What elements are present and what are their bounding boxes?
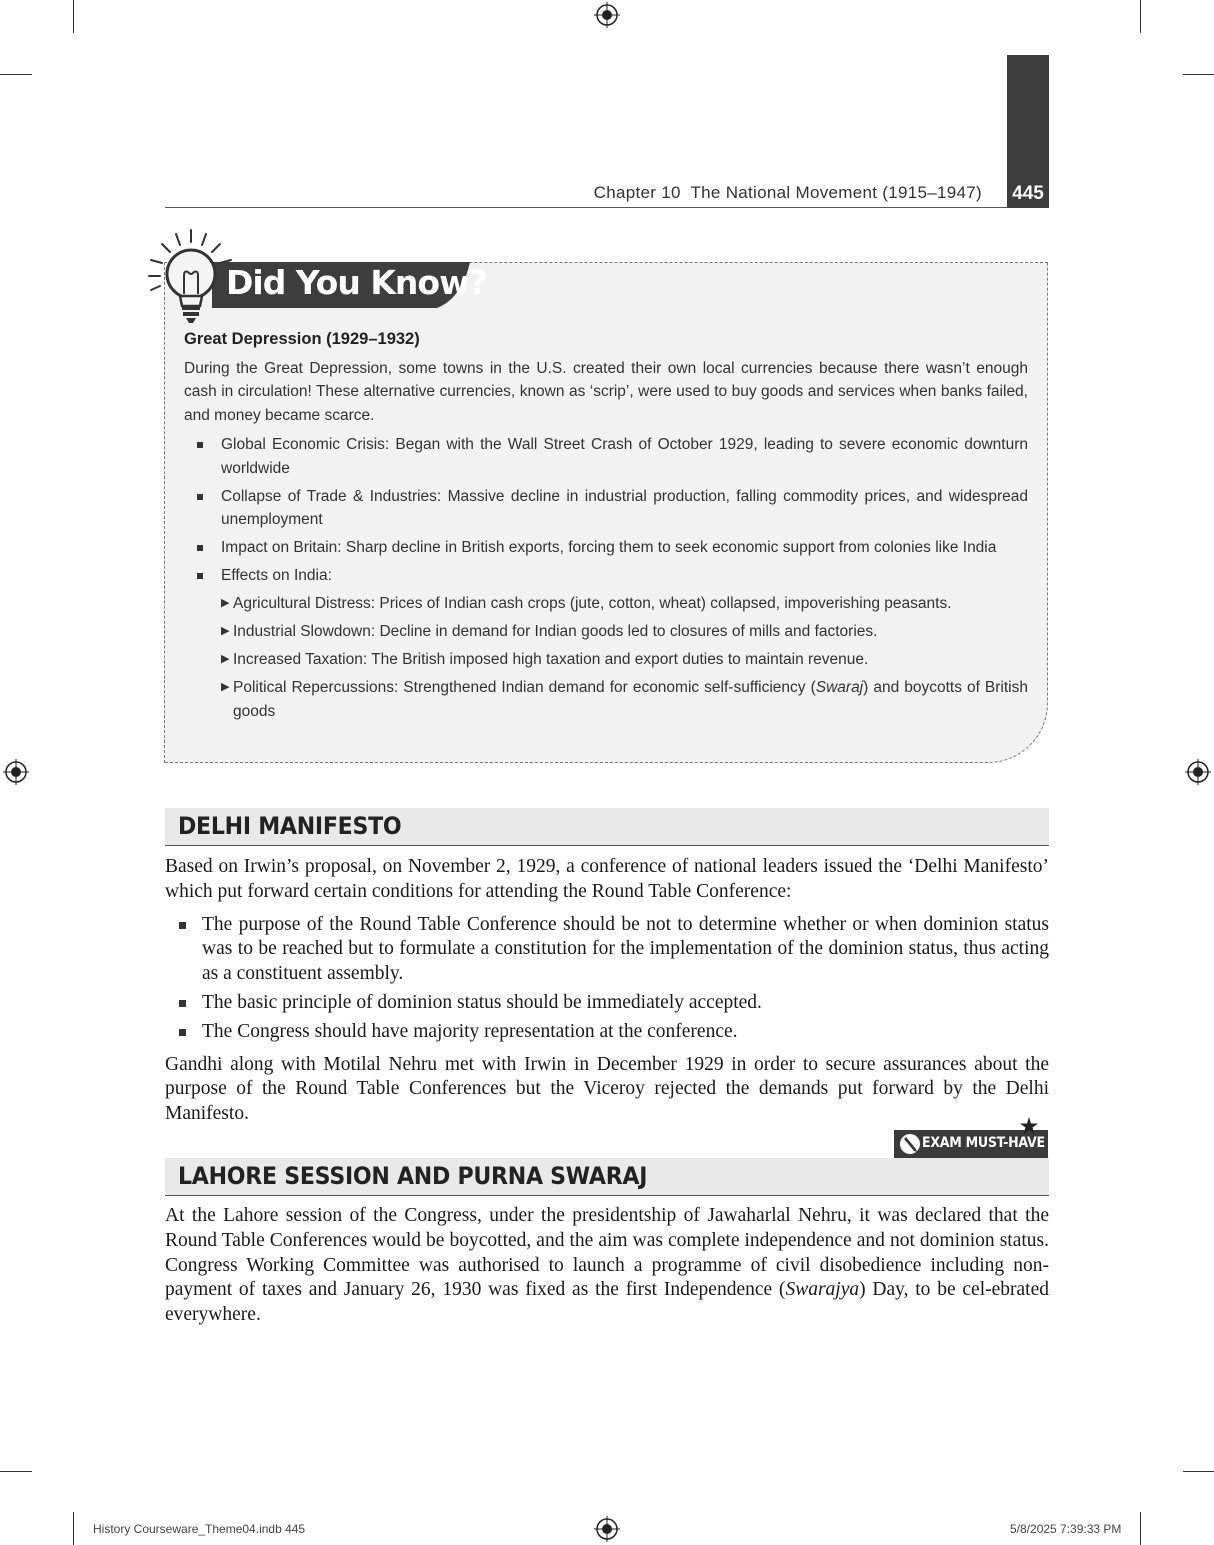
effects-sub-list bbox=[184, 592, 1028, 723]
list-item bbox=[184, 564, 1028, 588]
header-rule bbox=[165, 207, 1007, 208]
list-item-label: Effects on India: bbox=[221, 567, 332, 584]
list-item: Collapse of Trade & Industries: Massive decline in industrial production, falling commodity prices, and widespread unemployment bbox=[184, 485, 1028, 532]
registration-mark-icon bbox=[1185, 759, 1211, 785]
triangle-bullet-icon: ▶ bbox=[221, 625, 230, 637]
list-item: Impact on Britain: Sharp decline in British exports, forcing them to seek economic support from colonies like India bbox=[184, 536, 1028, 560]
lahore-paragraph bbox=[165, 1204, 1049, 1328]
did-you-know-intro: During the Great Depression, some towns in the U.S. created their own local currencies because there wasn’t enough cash in circulation! These alternative currencies, known as ‘scrip’, were used to buy goods and services when banks failed, and money became scarce. bbox=[184, 359, 1028, 424]
list-item: The basic principle of dominion status should be immediately accepted. bbox=[165, 991, 1049, 1016]
sub-list-item bbox=[184, 648, 1028, 672]
sub-list-text: ) and boycotts of British goods bbox=[233, 679, 1028, 720]
sub-list-text: Agricultural Distress: Prices of Indian cash crops (jute, cotton, wheat) collapsed, impoverishing peasants. bbox=[233, 595, 952, 612]
triangle-bullet-icon: ▶ bbox=[221, 681, 230, 693]
crop-mark bbox=[0, 74, 32, 75]
sub-list-item bbox=[184, 592, 1028, 616]
lightbulb-icon bbox=[146, 226, 236, 326]
crop-mark bbox=[73, 1512, 74, 1545]
sub-list-item bbox=[184, 620, 1028, 644]
sub-list-italic: Swaraj bbox=[815, 679, 864, 696]
delhi-closing: Gandhi along with Motilal Nehru met with Irwin in December 1929 in order to secure assurances about the purpose of the Round Table Conferences but the Viceroy rejected the demands put forward by the Delhi Manifesto. bbox=[165, 1053, 1049, 1125]
list-item: Global Economic Crisis: Began with the Wall Street Crash of October 1929, leading to severe economic downturn worldwide bbox=[184, 433, 1028, 480]
running-head: Chapter 10 The National Movement (1915–1947) bbox=[593, 183, 982, 202]
triangle-bullet-icon: ▶ bbox=[221, 597, 230, 609]
section-title-lahore: LAHORE SESSION AND PURNA SWARAJ bbox=[178, 1162, 648, 1190]
crop-mark bbox=[1183, 1471, 1214, 1472]
section-title-delhi: DELHI MANIFESTO bbox=[178, 812, 402, 840]
star-icon bbox=[1020, 1117, 1038, 1135]
registration-mark-icon bbox=[3, 759, 29, 785]
delhi-conditions-list bbox=[165, 913, 1049, 1045]
did-you-know-list bbox=[184, 433, 1028, 588]
crop-mark bbox=[73, 0, 74, 33]
sub-list-text: Political Repercussions: Strengthened Indian demand for economic self-sufficiency ( bbox=[233, 679, 816, 696]
lahore-text: At the Lahore session of the Congress, under the presidentship of Jawaharlal Nehru, it was declared that the Round Table Conferences would be boycotted, and the aim was complete independence and not dominion status. Congress Working Committee was authorised to launch a programme of civil disobedience including non-payment of taxes and January 26, 1930 was fixed as the first Independence ( bbox=[165, 1205, 1049, 1301]
list-item: The Congress should have majority representation at the conference. bbox=[165, 1020, 1049, 1045]
delhi-intro: Based on Irwin’s proposal, on November 2, 1929, a conference of national leaders issued the ‘Delhi Manifesto’ which put forward certain conditions for attending the Round Table Conference: bbox=[165, 856, 1049, 902]
lahore-text: ) Day, to be cel-ebrated everywhere. bbox=[165, 1279, 1049, 1326]
footer-date: 5/8/2025 7:39:33 PM bbox=[1010, 1522, 1122, 1536]
sub-list-text: Industrial Slowdown: Decline in demand for Indian goods led to closures of mills and factories. bbox=[233, 623, 878, 640]
sub-list-text: Increased Taxation: The British imposed high taxation and export duties to maintain revenue. bbox=[233, 651, 869, 668]
lahore-italic: Swarajya bbox=[785, 1279, 860, 1301]
registration-mark-icon bbox=[594, 1516, 620, 1542]
crop-mark bbox=[0, 1471, 32, 1472]
exam-must-have-label: EXAM MUST-HAVE bbox=[922, 1135, 1045, 1151]
did-you-know-title: Did You Know? bbox=[226, 263, 487, 302]
page-number: 445 bbox=[1012, 183, 1044, 204]
crop-mark bbox=[1140, 0, 1141, 33]
sub-list-item bbox=[184, 676, 1028, 723]
crop-mark bbox=[1140, 1512, 1141, 1545]
did-you-know-content bbox=[184, 328, 1028, 728]
did-you-know-heading: Great Depression (1929–1932) bbox=[184, 330, 420, 348]
list-item: The purpose of the Round Table Conference should be not to determine whether or when dominion status was to be reached but to formulate a constitution for the implementation of the dominion status, thus acting as a constituent assembly. bbox=[165, 913, 1049, 987]
crop-mark bbox=[1183, 74, 1214, 75]
pencil-icon bbox=[898, 1131, 922, 1157]
delhi-section-body bbox=[165, 855, 1049, 1127]
registration-mark-icon bbox=[594, 2, 620, 28]
footer-file-info: History Courseware_Theme04.indb 445 bbox=[93, 1522, 306, 1536]
triangle-bullet-icon: ▶ bbox=[221, 653, 230, 665]
lahore-section-body bbox=[165, 1204, 1049, 1328]
